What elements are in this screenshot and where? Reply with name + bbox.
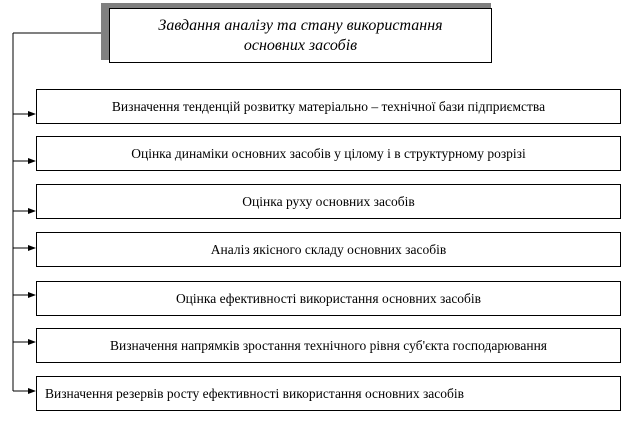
diagram-title-line-1: Завдання аналізу та стану використання — [158, 16, 443, 34]
task-box-6: Визначення напрямків зростання технічного рівня суб'єкта господарювання — [36, 328, 621, 363]
task-box-1: Визначення тенденцій розвитку матеріально – технічної бази підприємства — [36, 89, 621, 124]
task-box-5: Оцінка ефективності використання основних засобів — [36, 281, 621, 316]
diagram-title-box — [109, 8, 492, 63]
task-box-3: Оцінка руху основних засобів — [36, 184, 621, 219]
task-box-7: Визначення резервів росту ефективності використання основних засобів — [36, 376, 621, 411]
task-box-4: Аналіз якісного складу основних засобів — [36, 232, 621, 267]
task-box-2: Оцінка динаміки основних засобів у цілому і в структурному розрізі — [36, 136, 621, 171]
diagram-title-line-2: основних засобів — [243, 36, 358, 54]
